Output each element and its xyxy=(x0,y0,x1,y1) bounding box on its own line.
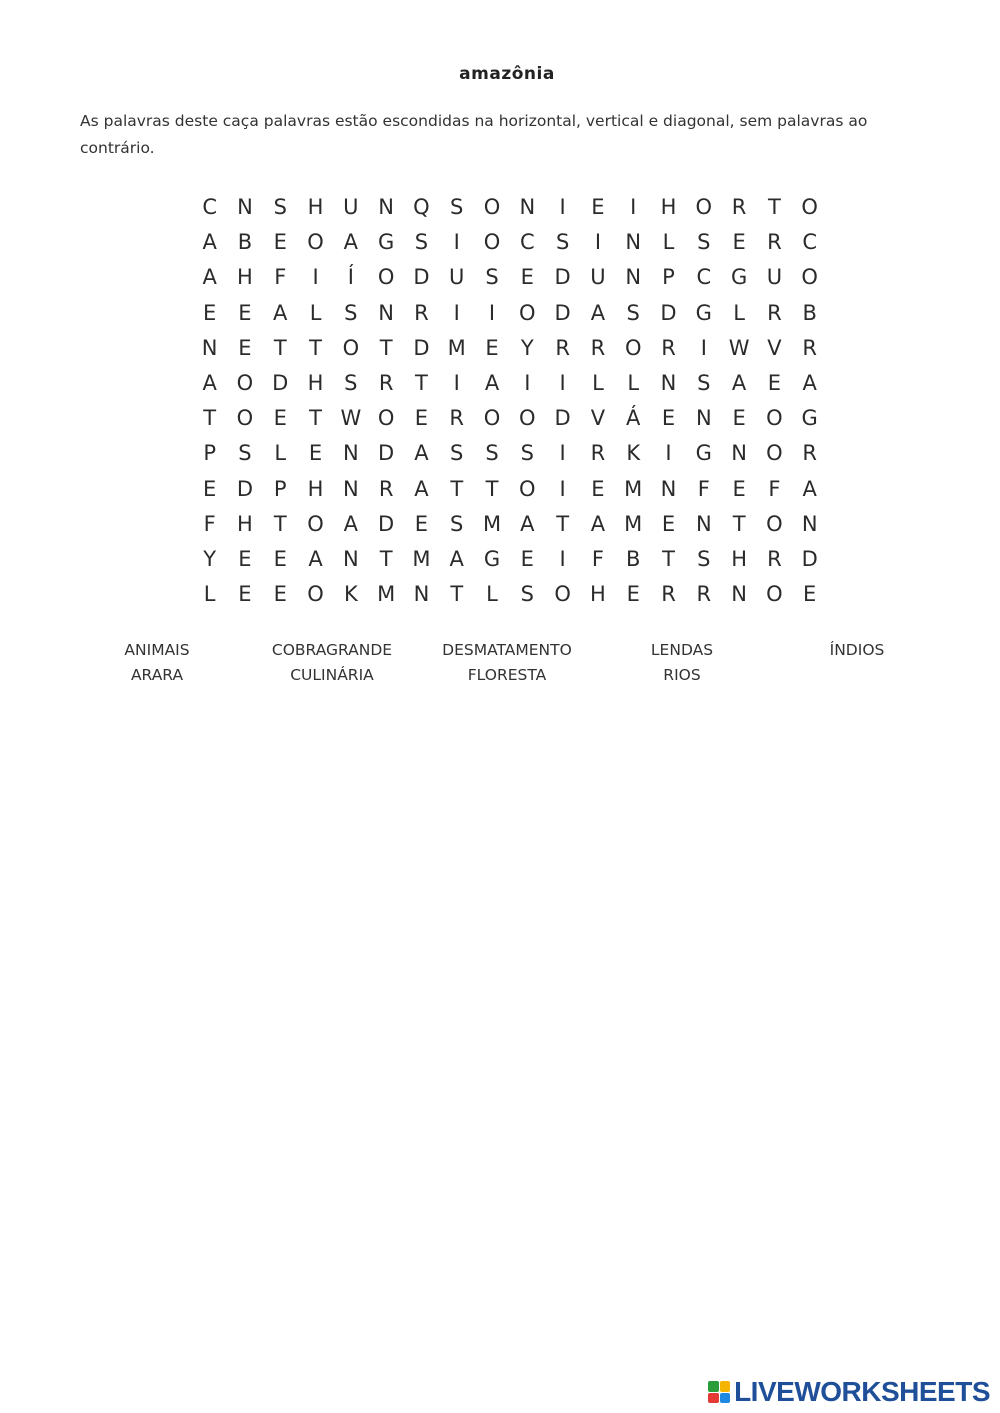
grid-cell[interactable]: N xyxy=(378,195,394,219)
grid-cell[interactable]: M xyxy=(624,476,643,501)
grid-cell[interactable]: E xyxy=(238,582,252,607)
grid-cell[interactable]: H xyxy=(307,195,324,219)
grid-cell[interactable]: A xyxy=(308,546,323,571)
grid-cell[interactable]: T xyxy=(415,370,428,395)
grid-cell[interactable]: B xyxy=(626,546,641,571)
grid-cell[interactable]: A xyxy=(520,511,535,536)
grid-cell[interactable]: O xyxy=(801,195,818,219)
word-list-item: CULINÁRIA xyxy=(290,666,374,684)
grid-cell[interactable]: R xyxy=(731,195,747,219)
grid-cell[interactable]: G xyxy=(377,230,395,255)
grid-cell[interactable]: R xyxy=(767,300,782,325)
grid-cell[interactable]: Y xyxy=(520,335,534,360)
grid-cell[interactable]: U xyxy=(590,265,606,290)
grid-cell[interactable]: O xyxy=(236,406,254,431)
word-list xyxy=(92,638,922,688)
grid-cell[interactable]: O xyxy=(342,335,360,360)
grid-cell[interactable]: E xyxy=(273,582,287,607)
grid-cell[interactable]: S xyxy=(414,230,429,255)
grid-cell[interactable]: H xyxy=(237,511,253,536)
grid-cell[interactable]: E xyxy=(203,476,217,501)
grid-cell[interactable]: W xyxy=(340,406,362,431)
grid-cell[interactable]: G xyxy=(695,300,712,325)
grid-cell[interactable]: E xyxy=(732,476,746,501)
grid-cell[interactable]: O xyxy=(695,195,713,219)
word-list-item: ARARA xyxy=(130,666,184,684)
grid-cell[interactable]: A xyxy=(273,300,288,325)
grid-cell[interactable]: O xyxy=(307,511,324,536)
grid-cell[interactable]: I xyxy=(453,300,460,325)
grid-cell[interactable]: T xyxy=(379,546,393,571)
grid-cell[interactable]: M xyxy=(412,546,431,571)
grid-cell[interactable]: G xyxy=(695,441,712,466)
word-list-item: DESMATAMENTO xyxy=(442,641,572,659)
grid-cell[interactable]: D xyxy=(413,335,430,360)
grid-cell[interactable]: R xyxy=(661,335,676,360)
grid-cell[interactable]: O xyxy=(483,230,501,255)
grid-cell[interactable]: O xyxy=(766,406,783,431)
grid-cell[interactable]: E xyxy=(520,265,534,290)
grid-cell[interactable]: D xyxy=(554,300,571,325)
word-list-item: COBRAGRANDE xyxy=(271,641,393,659)
grid-cell[interactable]: O xyxy=(483,406,501,431)
grid-cell[interactable]: O xyxy=(519,476,536,501)
grid-cell[interactable]: R xyxy=(555,335,570,360)
grid-cell[interactable]: E xyxy=(661,406,676,431)
grid-cell[interactable]: E xyxy=(238,546,252,571)
grid-cell[interactable]: C xyxy=(696,265,712,290)
grid-cell[interactable]: E xyxy=(626,582,640,607)
grid-cell[interactable]: R xyxy=(696,582,712,607)
grid-cell[interactable]: K xyxy=(343,582,358,607)
grid-cell[interactable]: T xyxy=(379,335,393,360)
grid-cell[interactable]: R xyxy=(590,335,606,360)
grid-cell[interactable]: P xyxy=(662,265,675,290)
grid-cell[interactable]: S xyxy=(697,230,711,255)
grid-cell[interactable]: O xyxy=(519,300,536,325)
grid-cell[interactable]: O xyxy=(307,582,324,607)
grid-cell[interactable]: F xyxy=(768,476,781,501)
grid-cell[interactable]: A xyxy=(802,370,817,395)
grid-cell[interactable]: O xyxy=(801,265,818,290)
grid-cell[interactable]: E xyxy=(273,230,287,255)
grid-cell[interactable]: T xyxy=(273,511,287,536)
grid-cell[interactable]: A xyxy=(484,370,500,395)
grid-cell[interactable]: K xyxy=(626,441,641,466)
grid-cell[interactable]: A xyxy=(343,230,359,255)
grid-cell[interactable]: E xyxy=(273,546,287,571)
grid-cell[interactable]: P xyxy=(273,476,287,501)
grid-cell[interactable]: C xyxy=(519,230,535,255)
grid-cell[interactable]: S xyxy=(450,195,464,219)
grid-cell[interactable]: F xyxy=(203,511,216,536)
grid-cell[interactable]: N xyxy=(695,511,712,536)
grid-cell[interactable]: A xyxy=(414,441,429,466)
grid-cell[interactable]: C xyxy=(802,230,818,255)
grid-cell[interactable]: U xyxy=(449,265,465,290)
grid-cell[interactable]: D xyxy=(378,441,395,466)
grid-cell[interactable]: F xyxy=(697,476,710,501)
grid-cell[interactable]: O xyxy=(377,406,395,431)
grid-cell[interactable]: E xyxy=(273,406,287,431)
grid-cell[interactable]: N xyxy=(660,476,677,501)
grid-cell[interactable]: P xyxy=(203,441,216,466)
grid-cell[interactable]: O xyxy=(377,265,395,290)
grid-cell[interactable]: S xyxy=(450,441,464,466)
grid-cell[interactable]: N xyxy=(201,335,218,360)
grid-cell[interactable]: L xyxy=(592,370,604,395)
grid-cell[interactable]: D xyxy=(413,265,430,290)
grid-cell[interactable]: G xyxy=(801,406,818,431)
grid-cell[interactable]: F xyxy=(591,546,604,571)
grid-cell[interactable]: N xyxy=(519,195,536,219)
grid-cell[interactable]: E xyxy=(485,335,499,360)
word-list-item: LENDAS xyxy=(650,641,714,659)
grid-cell[interactable]: D xyxy=(236,476,254,501)
grid-cell[interactable]: I xyxy=(559,195,566,219)
grid-cell[interactable]: O xyxy=(554,582,571,607)
grid-cell[interactable]: N xyxy=(378,300,394,325)
grid-cell[interactable]: N xyxy=(342,441,359,466)
grid-cell[interactable]: F xyxy=(274,265,287,290)
grid-cell[interactable]: U xyxy=(766,265,783,290)
grid-cell[interactable]: M xyxy=(377,582,396,607)
grid-cell[interactable]: S xyxy=(344,300,358,325)
grid-cell[interactable]: T xyxy=(556,511,570,536)
liveworksheets-wordmark: LIVEWORKSHEETS xyxy=(734,1376,990,1407)
grid-cell[interactable]: H xyxy=(237,265,253,290)
grid-cell[interactable]: I xyxy=(700,335,707,360)
grid-cell[interactable]: S xyxy=(697,546,711,571)
grid-cell[interactable]: T xyxy=(732,511,746,536)
grid-cell[interactable]: G xyxy=(730,265,748,290)
grid-cell[interactable]: D xyxy=(554,406,571,431)
grid-cell[interactable]: E xyxy=(661,511,676,536)
grid-cell[interactable]: T xyxy=(450,582,464,607)
grid-cell[interactable]: I xyxy=(524,370,531,395)
grid-cell[interactable]: E xyxy=(591,195,605,219)
grid-cell[interactable]: R xyxy=(378,476,394,501)
grid-cell[interactable]: E xyxy=(238,300,252,325)
grid-cell[interactable]: S xyxy=(520,441,534,466)
grid-cell[interactable]: O xyxy=(519,406,536,431)
liveworksheets-mark-icon xyxy=(708,1381,730,1403)
grid-cell[interactable]: R xyxy=(802,335,817,360)
grid-cell[interactable]: L xyxy=(627,370,640,395)
grid-cell[interactable]: S xyxy=(485,441,499,466)
grid-cell[interactable]: E xyxy=(767,370,782,395)
grid-cell[interactable]: E xyxy=(520,546,534,571)
grid-cell[interactable]: L xyxy=(486,582,498,607)
grid-cell[interactable]: N xyxy=(801,511,818,536)
grid-cell[interactable]: M xyxy=(482,511,502,536)
grid-cell[interactable]: D xyxy=(378,511,395,536)
grid-cell[interactable]: S xyxy=(697,370,711,395)
grid-cell[interactable]: A xyxy=(414,476,429,501)
grid-cell[interactable]: E xyxy=(803,582,817,607)
grid-cell[interactable]: A xyxy=(202,370,217,395)
grid-cell[interactable]: O xyxy=(766,582,783,607)
grid-cell[interactable]: I xyxy=(559,441,566,466)
grid-cell[interactable]: E xyxy=(732,406,746,431)
grid-cell[interactable]: I xyxy=(559,476,566,501)
grid-cell[interactable]: N xyxy=(237,195,253,219)
grid-cell[interactable]: O xyxy=(483,195,501,219)
grid-cell[interactable]: S xyxy=(238,441,252,466)
grid-cell[interactable]: S xyxy=(485,265,499,290)
grid-cell[interactable]: L xyxy=(733,300,745,325)
word-list-item: ÍNDIOS xyxy=(829,641,885,659)
grid-cell[interactable]: I xyxy=(594,230,602,255)
grid-cell[interactable]: M xyxy=(447,335,466,360)
grid-cell[interactable]: O xyxy=(236,370,254,395)
grid-cell[interactable]: A xyxy=(202,230,217,255)
grid-cell[interactable]: G xyxy=(483,546,501,571)
grid-cell[interactable]: L xyxy=(274,441,287,466)
grid-cell[interactable]: N xyxy=(660,370,677,395)
grid-cell[interactable]: E xyxy=(308,441,323,466)
word-list-item xyxy=(792,663,922,688)
word-list-item: FLORESTA xyxy=(467,666,547,684)
grid-cell[interactable]: N xyxy=(731,582,747,607)
grid-cell[interactable]: T xyxy=(767,195,781,219)
grid-cell[interactable]: S xyxy=(555,230,570,255)
grid-cell[interactable]: E xyxy=(238,335,252,360)
grid-cell[interactable]: I xyxy=(312,265,319,290)
grid-cell[interactable]: H xyxy=(731,546,747,571)
grid-cell[interactable]: V xyxy=(590,406,606,431)
word-list-item: RIOS xyxy=(663,666,701,684)
grid-cell[interactable]: T xyxy=(450,476,464,501)
grid-cell[interactable]: R xyxy=(767,546,782,571)
grid-cell[interactable]: I xyxy=(559,370,566,395)
grid-cell[interactable]: N xyxy=(413,582,430,607)
grid-cell[interactable]: Q xyxy=(413,195,430,219)
grid-cell[interactable]: E xyxy=(591,476,605,501)
grid-cell[interactable]: H xyxy=(590,582,606,607)
grid-cell[interactable]: Y xyxy=(203,546,217,571)
grid-cell[interactable]: I xyxy=(630,195,637,219)
grid-cell[interactable]: H xyxy=(307,370,324,395)
grid-cell[interactable]: I xyxy=(488,300,496,325)
grid-cell[interactable]: O xyxy=(624,335,642,360)
grid-cell[interactable]: N xyxy=(342,546,359,571)
grid-cell[interactable]: I xyxy=(453,370,460,395)
grid-cell[interactable]: H xyxy=(307,476,324,501)
word-list-item: ANIMAIS xyxy=(124,641,190,659)
grid-cell[interactable]: A xyxy=(202,265,217,290)
liveworksheets-logo xyxy=(708,1377,990,1407)
grid-cell[interactable]: D xyxy=(554,265,571,290)
grid-cell[interactable]: R xyxy=(661,582,676,607)
grid-cell[interactable]: R xyxy=(802,441,817,466)
grid-cell[interactable]: R xyxy=(767,230,782,255)
grid-cell[interactable]: Í xyxy=(347,265,354,290)
grid-cell[interactable]: A xyxy=(590,300,606,325)
grid-cell[interactable]: L xyxy=(309,300,322,325)
grid-cell[interactable]: O xyxy=(766,441,783,466)
grid-cell[interactable]: A xyxy=(731,370,747,395)
grid-cell[interactable]: A xyxy=(590,511,606,536)
worksheet-title: amazônia xyxy=(459,64,555,84)
grid-cell[interactable]: D xyxy=(272,370,289,395)
grid-cell[interactable]: R xyxy=(590,441,606,466)
grid-cell[interactable]: T xyxy=(309,406,322,431)
grid-cell[interactable]: S xyxy=(626,300,640,325)
grid-cell[interactable]: A xyxy=(802,476,817,501)
grid-cell[interactable]: A xyxy=(343,511,359,536)
grid-cell[interactable]: R xyxy=(378,370,394,395)
grid-cell[interactable]: I xyxy=(665,441,672,466)
grid-cell[interactable]: N xyxy=(342,476,359,501)
grid-cell[interactable]: Á xyxy=(626,406,641,431)
grid-cell[interactable]: E xyxy=(414,406,429,431)
grid-cell[interactable]: T xyxy=(203,406,217,431)
grid-cell[interactable]: B xyxy=(237,230,253,255)
grid-cell[interactable]: R xyxy=(414,300,429,325)
grid-cell[interactable]: S xyxy=(520,582,534,607)
grid-cell[interactable]: N xyxy=(731,441,747,466)
grid-cell[interactable]: A xyxy=(449,546,464,571)
grid-cell[interactable]: W xyxy=(728,335,750,360)
grid-cell[interactable]: R xyxy=(449,406,465,431)
grid-cell[interactable]: E xyxy=(203,300,217,325)
grid-cell[interactable]: N xyxy=(695,406,712,431)
grid-cell[interactable]: E xyxy=(414,511,429,536)
grid-cell[interactable]: O xyxy=(307,230,324,255)
word-search-grid[interactable] xyxy=(192,190,827,612)
grid-cell[interactable]: E xyxy=(732,230,746,255)
grid-cell[interactable]: T xyxy=(273,335,287,360)
grid-cell[interactable]: B xyxy=(802,300,817,325)
instructions-text: As palavras deste caça palavras estão escondidas na horizontal, vertical e diagonal, sem palavras ao contrário. xyxy=(80,112,868,157)
grid-cell[interactable]: T xyxy=(485,476,499,501)
grid-cell[interactable]: S xyxy=(450,511,464,536)
grid-cell[interactable]: N xyxy=(625,265,642,290)
grid-cell[interactable]: T xyxy=(309,335,322,360)
grid-cell[interactable]: S xyxy=(344,370,358,395)
grid-cell[interactable]: I xyxy=(559,546,566,571)
grid-cell[interactable]: C xyxy=(202,195,217,219)
grid-cell[interactable]: T xyxy=(662,546,675,571)
grid-cell[interactable]: L xyxy=(203,582,216,607)
grid-cell[interactable]: L xyxy=(662,230,675,255)
grid-cell[interactable]: D xyxy=(801,546,818,571)
grid-cell[interactable]: N xyxy=(625,230,642,255)
grid-cell[interactable]: O xyxy=(766,511,783,536)
grid-cell[interactable]: U xyxy=(343,195,359,219)
grid-cell[interactable]: M xyxy=(624,511,643,536)
grid-cell[interactable]: I xyxy=(453,230,460,255)
grid-cell[interactable]: D xyxy=(660,300,677,325)
grid-cell[interactable]: V xyxy=(767,335,782,360)
grid-cell[interactable]: H xyxy=(660,195,677,219)
grid-cell[interactable]: S xyxy=(273,195,287,219)
